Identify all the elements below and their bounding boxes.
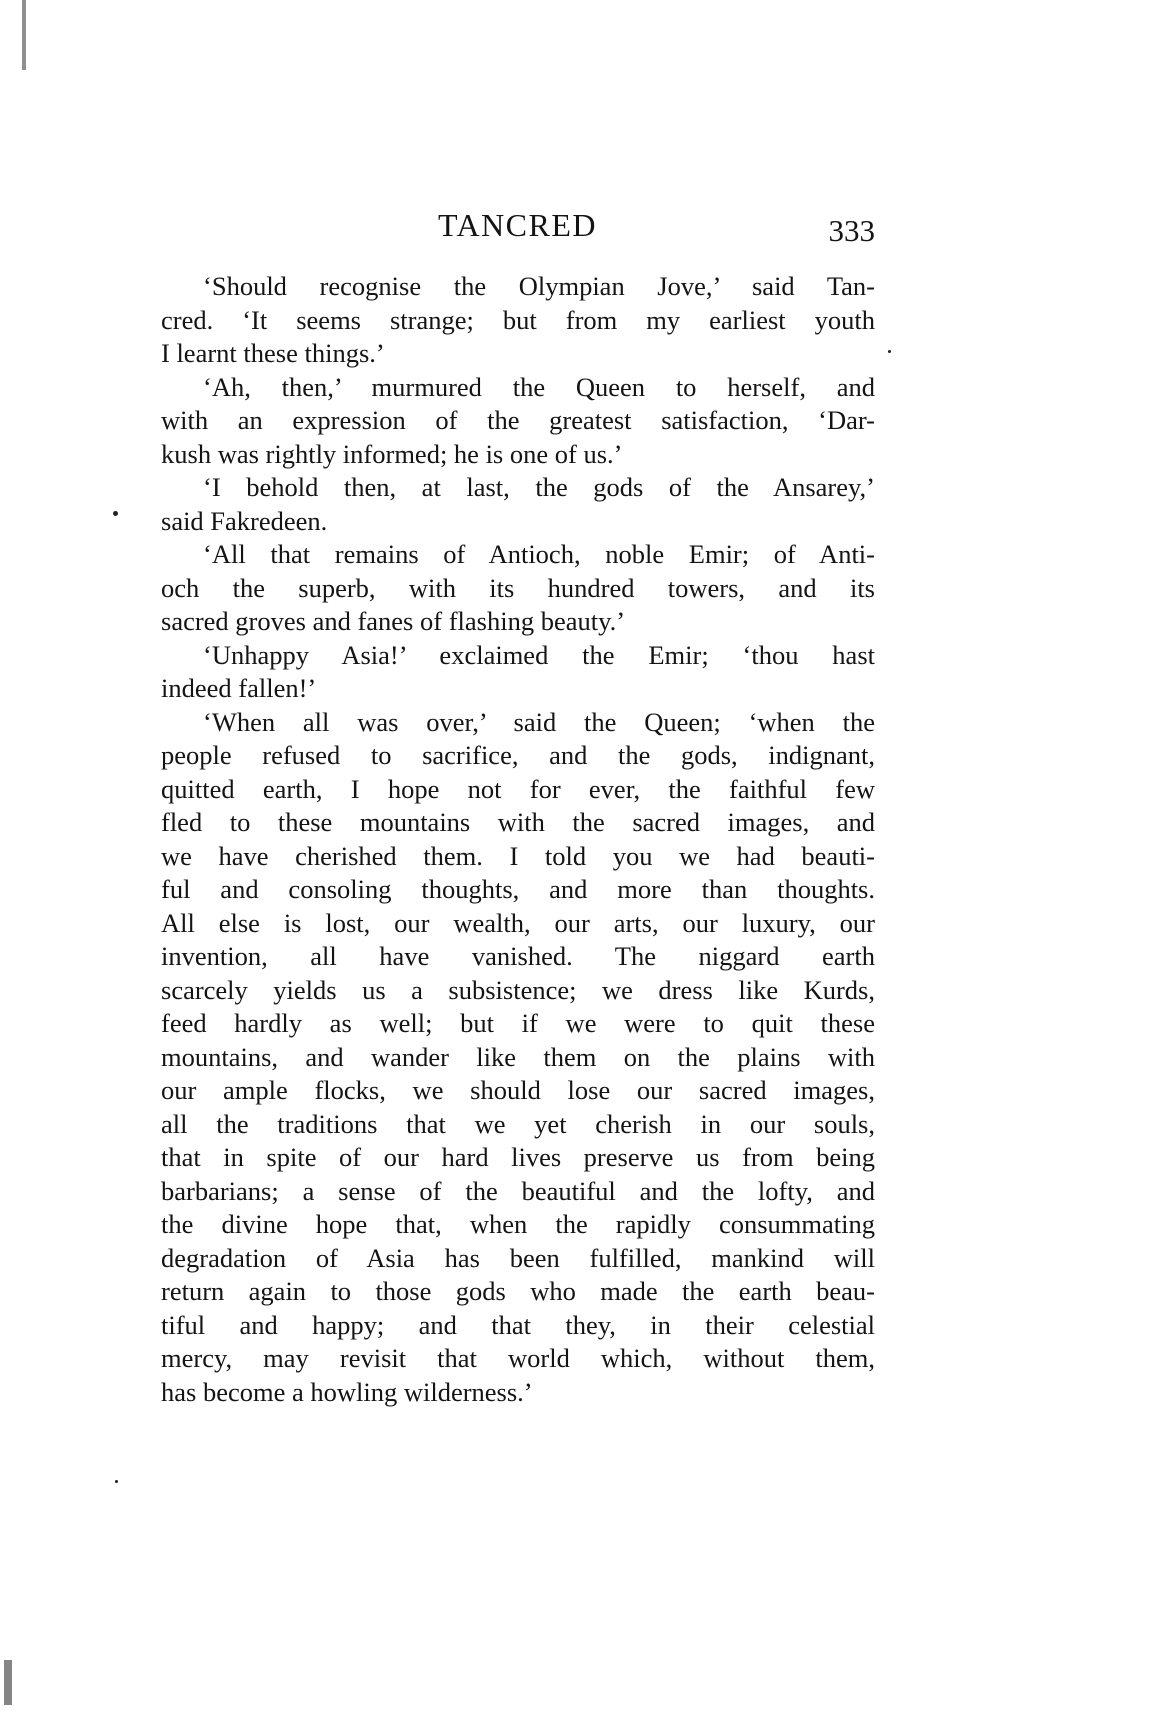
running-title: TANCRED xyxy=(437,207,598,243)
text-line: ‘Unhappy Asia!’ exclaimed the Emir; ‘thou hast xyxy=(203,639,875,670)
text-line: indeed fallen!’ xyxy=(161,673,317,703)
text-line: tiful and happy; and that they, in their celestial xyxy=(161,1309,875,1340)
binding-edge-mark xyxy=(22,0,26,70)
text-line: fled to these mountains with the sacred images, and xyxy=(161,807,875,837)
body-text xyxy=(161,270,875,1409)
text-line: sacred groves and fanes of flashing beauty.’ xyxy=(161,606,626,636)
text-line: scarcely yields us a subsistence; we dress like Kurds, xyxy=(161,974,875,1005)
text-line: ‘All that remains of Antioch, noble Emir; of Anti- xyxy=(203,539,875,569)
text-line: och the superb, with its hundred towers, and its xyxy=(161,572,875,603)
text-line: we have cherished them. I told you we had beauti- xyxy=(161,840,875,871)
text-line: invention, all have vanished. The niggard earth xyxy=(161,941,875,971)
text-line: ‘Ah, then,’ murmured the Queen to herself, and xyxy=(203,371,875,402)
text-line: has become a howling wilderness.’ xyxy=(161,1376,533,1407)
text-line: I learnt these things.’ xyxy=(161,338,385,368)
text-line: ‘I behold then, at last, the gods of the Ansarey,’ xyxy=(203,472,875,502)
paper-speck xyxy=(115,1480,118,1483)
text-line: All else is lost, our wealth, our arts, our luxury, our xyxy=(161,907,875,938)
text-line: ‘Should recognise the Olympian Jove,’ said Tan- xyxy=(203,271,875,301)
text-line: return again to those gods who made the earth beau- xyxy=(161,1276,875,1306)
text-line: mercy, may revisit that world which, without them, xyxy=(161,1343,875,1373)
text-line: cred. ‘It seems strange; but from my earliest youth xyxy=(161,304,875,335)
page-header xyxy=(160,205,875,248)
text-line: kush was rightly informed; he is one of us.’ xyxy=(161,438,623,469)
text-line: ‘When all was over,’ said the Queen; ‘when the xyxy=(203,706,875,737)
text-line: all the traditions that we yet cherish in our souls, xyxy=(161,1108,875,1139)
text-line: people refused to sacrifice, and the gods, indignant, xyxy=(161,740,875,770)
text-line: with an expression of the greatest satisfaction, ‘Dar- xyxy=(161,405,875,435)
binding-edge-mark-lower xyxy=(4,1660,12,1705)
text-line: that in spite of our hard lives preserve us from being xyxy=(161,1142,875,1172)
text-line: feed hardly as well; but if we were to quit these xyxy=(161,1008,875,1038)
page-number: 333 xyxy=(828,213,875,248)
text-line: said Fakredeen. xyxy=(161,505,328,536)
text-line: quitted earth, I hope not for ever, the faithful few xyxy=(161,773,875,804)
paper-speck xyxy=(113,511,118,516)
text-line: mountains, and wander like them on the plains with xyxy=(161,1041,875,1072)
text-line: barbarians; a sense of the beautiful and the lofty, and xyxy=(161,1175,875,1206)
text-line: degradation of Asia has been fulfilled, mankind will xyxy=(161,1242,875,1273)
text-line: our ample flocks, we should lose our sacred images, xyxy=(161,1075,875,1105)
paper-speck xyxy=(888,350,891,353)
text-line: the divine hope that, when the rapidly consummating xyxy=(161,1209,875,1239)
text-line: ful and consoling thoughts, and more than thoughts. xyxy=(161,874,875,904)
